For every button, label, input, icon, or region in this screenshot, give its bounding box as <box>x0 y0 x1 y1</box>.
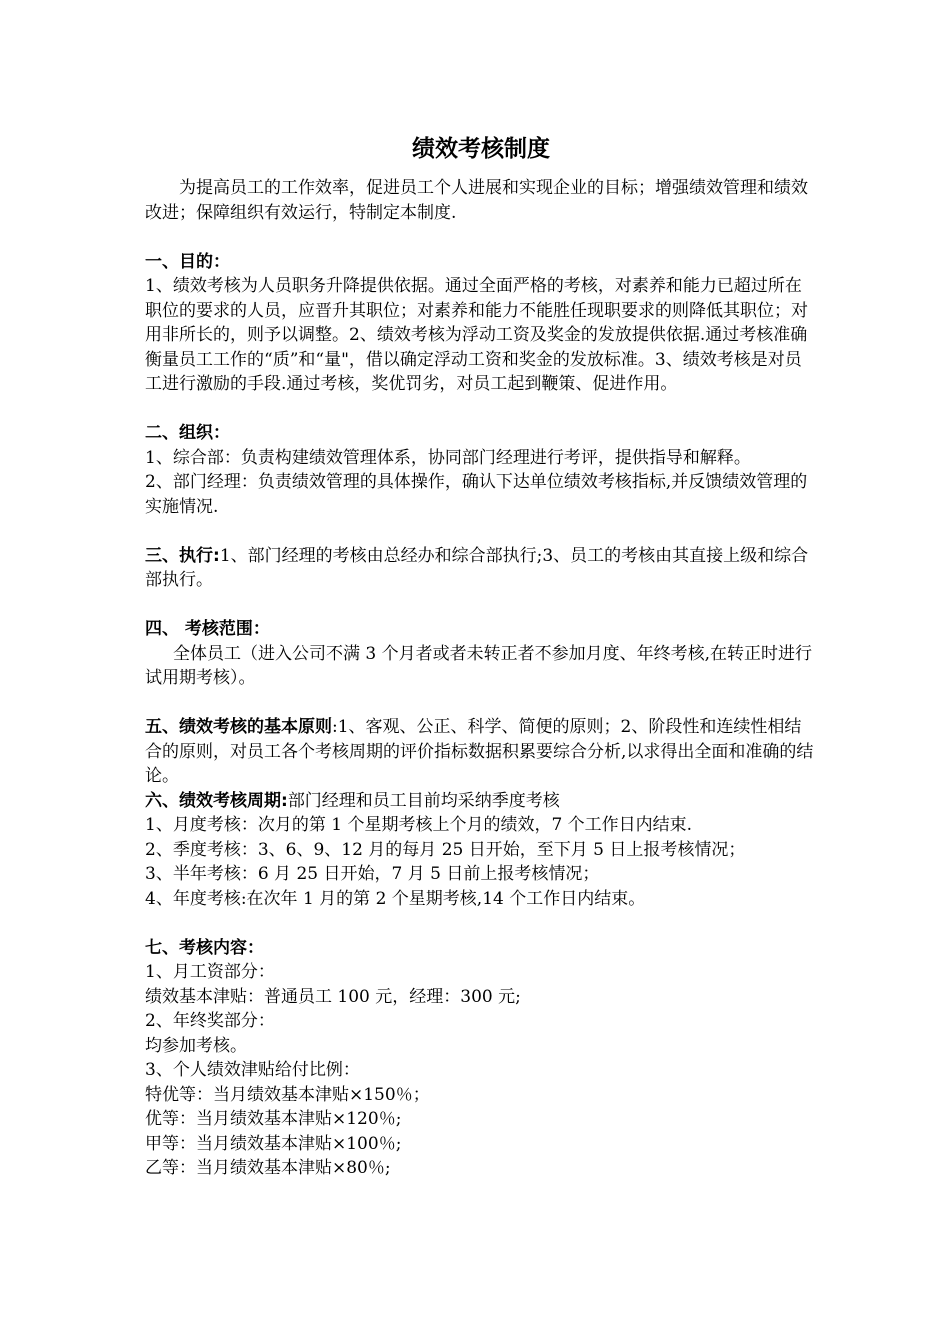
section-7-line: 乙等：当月绩效基本津贴×80％; <box>145 1158 391 1178</box>
spacer <box>145 593 817 618</box>
section-4-heading: 四、 考核范围： <box>145 619 270 639</box>
intro-paragraph: 为提高员工的工作效率，促进员工个人进展和实现企业的目标；增强绩效管理和绩效改进；保障组织有效运行，特制定本制度. <box>145 178 808 223</box>
section-7-line: 绩效基本津贴：普通员工 100 元，经理：300 元; <box>145 986 521 1007</box>
spacer <box>145 911 817 936</box>
spacer <box>145 519 817 544</box>
section-7-line: 优等：当月绩效基本津贴×120％; <box>145 1109 402 1129</box>
section-7-line: 2、年终奖部分： <box>145 1011 275 1031</box>
section-4-body: 全体员工（进入公司不满 3 个月者或者未转正者不参加月度、年终考核,在转正时进行试用期考核）。 <box>145 643 813 688</box>
section-7-line: 均参加考核。 <box>145 1035 247 1056</box>
section-6-item: 2、季度考核：3、6、9、12 月的每月 25 日开始，至下月 5 日上报考核情况； <box>145 839 746 860</box>
section-2-heading: 二、组织： <box>145 423 230 443</box>
section-7-line: 3、个人绩效津贴给付比例： <box>145 1060 360 1080</box>
section-7-line: 1、月工资部分： <box>145 962 275 982</box>
section-5 <box>145 715 817 789</box>
section-6-item: 1、月度考核：次月的第 1 个星期考核上个月的绩效，7 个工作日内结束. <box>145 815 693 835</box>
section-6-item: 3、半年考核：6 月 25 日开始，7 月 5 日前上报考核情况； <box>145 864 600 884</box>
section-5-body: :1、客观、公正、科学、简便的原则；2、阶段性和连续性相结合的原则，对员工各个考核周期的评价指标数据积累要综合分析,以求得出全面和准确的结论。 <box>145 717 814 786</box>
section-3-heading: 三、执行: <box>145 545 220 566</box>
section-7-heading: 七、考核内容： <box>145 937 264 958</box>
spacer <box>145 691 817 716</box>
document-content <box>145 128 817 1181</box>
section-1-heading: 一、目的： <box>145 251 230 272</box>
section-6 <box>145 789 817 814</box>
section-6-item: 4、年度考核:在次年 1 月的第 2 个星期考核,14 个工作日内结束。 <box>145 888 646 909</box>
section-3 <box>145 544 817 593</box>
section-7-line: 甲等：当月绩效基本津贴×100％; <box>145 1133 402 1154</box>
section-1-body: 1、绩效考核为人员职务升降提供依据。通过全面严格的考核，对素养和能力已超过所在职位的要求的人员，应晋升其职位；对素养和能力不能胜任现职要求的则降低其职位；对用非所长的，则予以调整。2、绩效考核为浮动工资及奖金的发放提供依据.通过考核准确衡量员工工作的“质”和“量"，借以确定浮动工资和奖金的发放标准。3、绩效考核是对员工进行激励的手段.通过考核，奖优罚劣，对员工起到鞭策、促进作用。 <box>145 276 808 394</box>
section-2-item-1: 1、综合部：负责构建绩效管理体系，协同部门经理进行考评，提供指导和解释。 <box>145 447 751 468</box>
section-6-heading: 六、绩效考核周期: <box>145 790 288 811</box>
section-5-heading: 五、绩效考核的基本原则 <box>145 717 332 737</box>
section-3-body: 1、部门经理的考核由总经办和综合部执行;3、员工的考核由其直接上级和综合部执行。 <box>145 545 809 590</box>
document-title: 绩效考核制度 <box>412 136 550 162</box>
spacer <box>145 397 817 422</box>
spacer <box>145 225 817 250</box>
section-2-item-2: 2、部门经理：负责绩效管理的具体操作，确认下达单位绩效考核指标,并反馈绩效管理的实施情况. <box>145 472 808 517</box>
section-7-line: 特优等：当月绩效基本津贴×150％； <box>145 1084 430 1105</box>
section-6-body: 部门经理和员工目前均采纳季度考核 <box>287 790 560 811</box>
